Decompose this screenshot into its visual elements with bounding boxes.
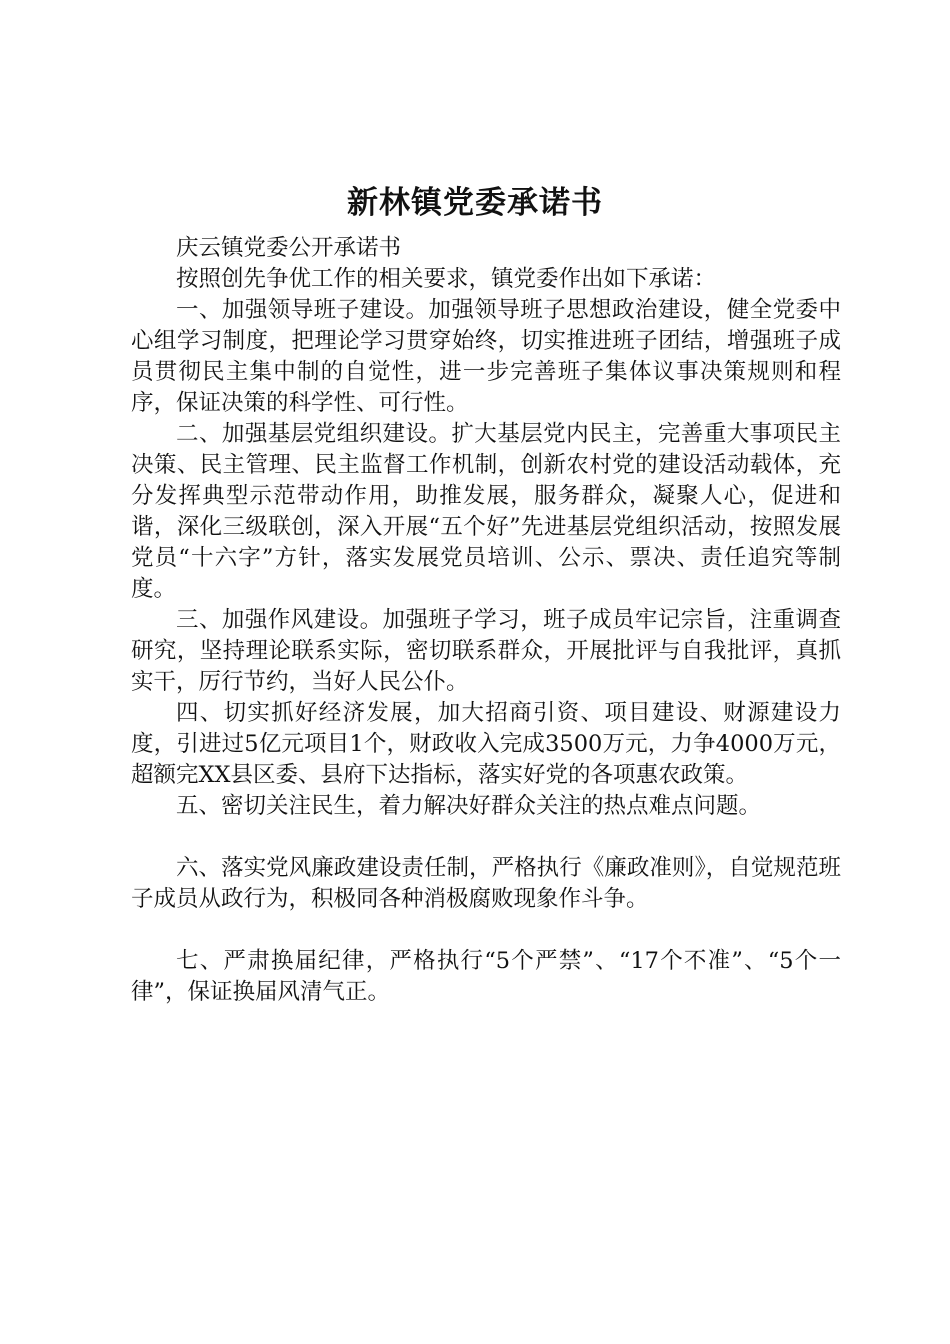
paragraph-item-1: 一、加强领导班子建设。加强领导班子思想政治建设，健全党委中心组学习制度，把理论学习贯穿始终，切实推进班子团结，增强班子成员贯彻民主集中制的自觉性，进一步完善班子集体议事决策规则和程序，保证决策的科学性、可行性。 xyxy=(131,297,841,416)
paragraph-item-4: 四、切实抓好经济发展，加大招商引资、项目建设、财源建设力度，引进过5亿元项目1个，财政收入完成3500万元，力争4000万元，超额完XX县区委、县府下达指标，落实好党的各项惠农政策。 xyxy=(131,700,841,788)
paragraph-intro: 按照创先争优工作的相关要求，镇党委作出如下承诺： xyxy=(176,266,717,292)
paragraph-recipient: 庆云镇党委公开承诺书 xyxy=(176,235,402,261)
paragraph-item-5: 五、密切关注民生，着力解决好群众关注的热点难点问题。 xyxy=(176,793,762,819)
paragraph-item-6: 六、落实党风廉政建设责任制，严格执行《廉政准则》，自觉规范班子成员从政行为，积极同各种消极腐败现象作斗争。 xyxy=(131,855,841,912)
document-body xyxy=(131,233,841,1008)
paragraph-item-3: 三、加强作风建设。加强班子学习，班子成员牢记宗旨，注重调查研究，坚持理论联系实际，密切联系群众，开展批评与自我批评，真抓实干，厉行节约，当好人民公仆。 xyxy=(131,607,841,695)
paragraph-item-2: 二、加强基层党组织建设。扩大基层党内民主，完善重大事项民主决策、民主管理、民主监督工作机制，创新农村党的建设活动载体，充分发挥典型示范带动作用，助推发展，服务群众，凝聚人心，促进和谐，深化三级联创，深入开展“五个好”先进基层党组织活动，按照发展党员“十六字”方针，落实发展党员培训、公示、票决、责任追究等制度。 xyxy=(131,421,841,602)
paragraph-item-7: 七、严肃换届纪律，严格执行“5个严禁”、“17个不准”、“5个一律”，保证换届风清气正。 xyxy=(131,948,841,1005)
paragraph-spacer xyxy=(131,822,841,853)
document-title: 新林镇党委承诺书 xyxy=(347,185,603,221)
paragraph-spacer xyxy=(131,915,841,946)
